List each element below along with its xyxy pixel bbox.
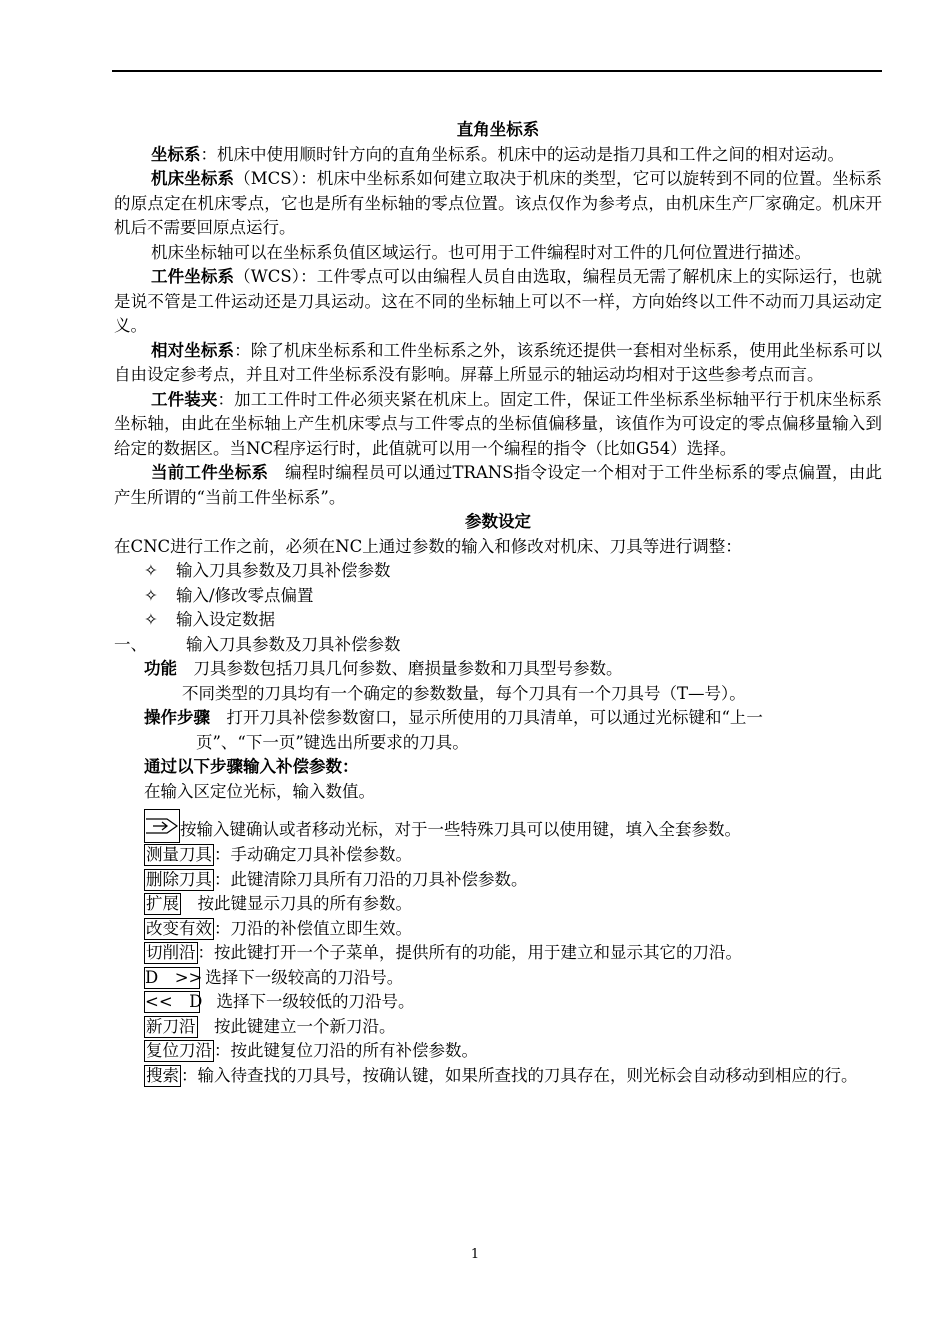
term-coordinate-system: 坐标系: [151, 144, 201, 164]
text-steps-line2: 页”、“下一页”键选出所要求的刀具。: [196, 732, 469, 752]
term-steps: 操作步骤: [144, 708, 210, 727]
key-description: ：按此键复位刀沿的所有补偿参数。: [214, 1041, 478, 1060]
section-title-parameters: 参数设定: [465, 512, 531, 531]
bullet-symbol: ✧: [144, 610, 158, 629]
key-change-active[interactable]: 改变有效: [146, 918, 212, 938]
key-delete-tool[interactable]: 删除刀具: [146, 869, 212, 889]
key-description: ：刀沿的补偿值立即生效。: [214, 918, 412, 938]
paragraph-coordinate-system: [114, 143, 882, 168]
input-key-text: 按输入键确认或者移动光标，对于一些特殊刀具可以使用键，填入全套参数。: [180, 820, 741, 839]
heading-input-steps: [114, 755, 882, 780]
key-row: [114, 892, 882, 917]
key-row: [114, 990, 882, 1015]
paragraph-steps: [114, 706, 882, 755]
key-row: [114, 917, 882, 942]
bullet-text: 输入/修改零点偏置: [176, 585, 314, 605]
key-description: 按此键显示刀具的所有参数。: [181, 894, 412, 913]
term-workpiece-clamping: 工件装夹: [151, 389, 218, 409]
text-workpiece-clamping: ：加工工件时工件必须夹紧在机床上。固定工件，保证工件坐标系坐标轴平行于机床坐标系坐标轴，由此在坐标轴上产生机床零点与工件零点的坐标值偏移量，该值作为可设定的零点偏移量输入到给定的数据区。当NC程序运行时，此值就可以用一个编程的指令（比如G54）选择。: [114, 389, 883, 458]
key-row: [114, 1015, 882, 1040]
text-relative-coordinate: ：除了机床坐标系和工件坐标系之外，该系统还提供一套相对坐标系，使用此坐标系可以自由设定参考点，并且对工件坐标系没有影响。屏幕上所显示的轴运动均相对于这些参考点而言。: [114, 340, 883, 384]
section-title-coordinates: 直角坐标系: [456, 120, 540, 139]
text-coordinate-system: ：机床中使用顺时针方向的直角坐标系。机床中的运动是指刀具和工件之间的相对运动。: [200, 144, 844, 164]
bullet-item: [114, 559, 882, 584]
key-next-edge[interactable]: D >>: [145, 967, 203, 987]
text-workpiece-coordinate: （WCS）：工件零点可以由编程人员自由选取，编程员无需了解机床上的实际运行，也就是说不管是工件运动还是刀具运动。这在不同的坐标轴上可以不一样，方向始终以工件不动而刀具运动定义。: [114, 267, 882, 335]
bullet-text: 输入设定数据: [176, 610, 275, 629]
term-machine-coordinate: 机床坐标系: [151, 169, 235, 188]
bullet-text: 输入刀具参数及刀具补偿参数: [176, 561, 391, 580]
key-prev-edge[interactable]: << D: [145, 992, 203, 1011]
paragraph-machine-coordinate: [114, 167, 882, 241]
bullet-item: [114, 584, 882, 609]
input-key-icon[interactable]: [144, 809, 180, 843]
bullet-symbol: ✧: [144, 585, 158, 605]
key-description: ：输入待查找的刀具号，按确认键，如果所查找的刀具存在，则光标会自动移动到相应的行。: [181, 1065, 858, 1085]
text-current-coordinate: 编程时编程员可以通过TRANS指令设定一个相对于工件坐标系的零点偏置，由此产生所谓的“当前工件坐标系”。: [114, 463, 882, 507]
input-heading-text: 通过以下步骤输入补偿参数：: [144, 757, 359, 776]
paragraph-machine-axes: 机床坐标轴可以在坐标系负值区域运行。也可用于工件编程时对工件的几何位置进行描述。: [151, 242, 811, 262]
text-machine-coordinate: （MCS）：机床中坐标系如何建立取决于机床的类型，它可以旋转到不同的位置。坐标系的原点定在机床零点，它也是所有坐标轴的零点位置。该点仅作为参考点，由机床生产厂家确定。机床开机后不需要回原点运行。: [114, 169, 883, 237]
key-reset-edge[interactable]: 复位刀沿: [146, 1041, 212, 1060]
key-description: ：此键清除刀具所有刀沿的刀具补偿参数。: [214, 869, 528, 889]
paragraph-function: [114, 657, 882, 682]
key-row: [114, 1064, 882, 1089]
term-workpiece-coordinate: 工件坐标系: [151, 267, 235, 286]
term-current-coordinate: 当前工件坐标系: [151, 463, 269, 482]
key-measure-tool[interactable]: 测量刀具: [146, 845, 212, 864]
key-description: 按此键建立一个新刀沿。: [197, 1016, 396, 1036]
key-cutting-edge[interactable]: 切削沿: [146, 943, 196, 962]
key-row: [114, 1039, 882, 1064]
key-search[interactable]: 搜索: [146, 1065, 179, 1085]
key-row: [114, 941, 882, 966]
section-heading-tool-params: [114, 633, 882, 658]
section-heading-text: 输入刀具参数及刀具补偿参数: [186, 634, 401, 654]
section-number: 一、: [114, 634, 147, 654]
key-new-edge[interactable]: 新刀沿: [146, 1016, 196, 1036]
key-row: [114, 966, 882, 991]
text-function: 刀具参数包括刀具几何参数、磨损量参数和刀具型号参数。: [193, 659, 623, 678]
term-relative-coordinate: 相对坐标系: [151, 340, 235, 360]
key-extend[interactable]: 扩展: [146, 894, 179, 913]
bullet-symbol: ✧: [144, 561, 158, 580]
key-row: [114, 843, 882, 868]
page-number: 1: [470, 1247, 480, 1262]
paragraph-intro: 在CNC进行工作之前，必须在NC上通过参数的输入和修改对机床、刀具等进行调整：: [114, 536, 742, 556]
key-description: 选择下一级较高的刀沿号。: [205, 967, 404, 987]
key-row: [114, 868, 882, 893]
key-description: ：按此键打开一个子菜单，提供所有的功能，用于建立和显示其它的刀沿。: [197, 943, 742, 962]
term-function: 功能: [144, 659, 177, 678]
page-content: [114, 118, 882, 1088]
paragraph-workpiece-clamping: [114, 388, 882, 462]
header-rule: [112, 70, 882, 72]
paragraph-input-line: 在输入区定位光标，输入数值。: [144, 781, 375, 801]
paragraph-current-coordinate: [114, 461, 882, 510]
text-steps-line1: 打开刀具补偿参数窗口，显示所使用的刀具清单，可以通过光标键和“上一: [226, 708, 763, 727]
paragraph-function-note: 不同类型的刀具均有一个确定的参数数量，每个刀具有一个刀具号（T—号）。: [182, 683, 746, 703]
paragraph-input-key: [114, 809, 882, 843]
paragraph-workpiece-coordinate: [114, 265, 882, 339]
bullet-item: [114, 608, 882, 633]
key-description: 选择下一级较低的刀沿号。: [200, 992, 415, 1011]
paragraph-relative-coordinate: [114, 339, 882, 388]
key-description: ：手动确定刀具补偿参数。: [214, 845, 412, 864]
